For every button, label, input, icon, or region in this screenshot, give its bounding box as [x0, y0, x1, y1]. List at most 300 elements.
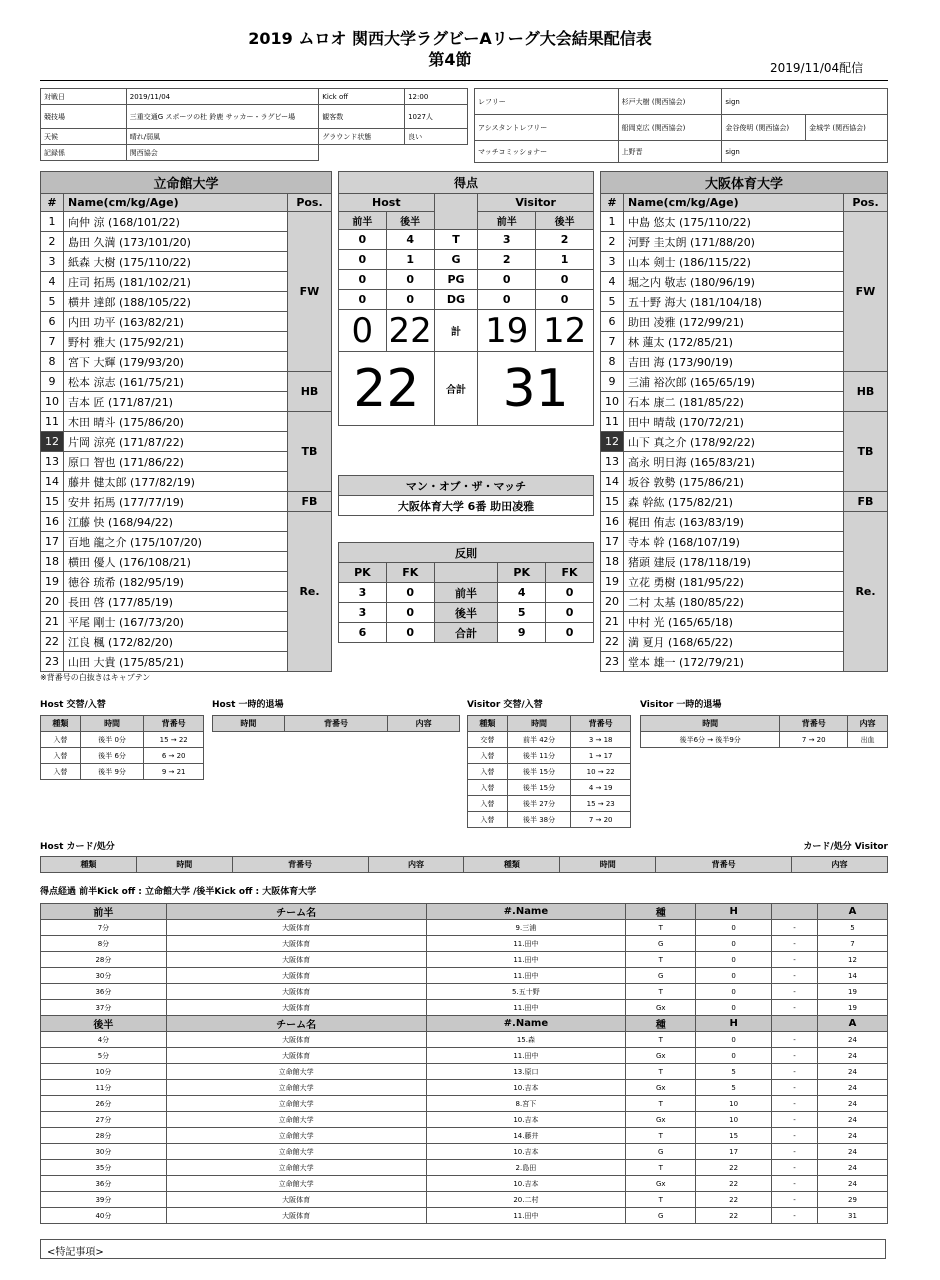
host-temp-col-time: 時間 [213, 716, 285, 732]
kickoff-label: Kick off [319, 89, 405, 105]
player-number: 16 [41, 512, 64, 532]
progress-player: 13.原口 [426, 1064, 626, 1080]
player-name: 林 蓮太 (172/85/21) [624, 332, 844, 352]
progress-time: 5分 [41, 1048, 167, 1064]
progress-row [41, 1128, 888, 1144]
referee-label: レフリー [475, 89, 619, 115]
host-sub-table [40, 715, 204, 780]
player-number: 5 [601, 292, 624, 312]
progress-time: 28分 [41, 1128, 167, 1144]
progress-player: 10.吉本 [426, 1112, 626, 1128]
host-2nd-total: 22 [386, 310, 434, 352]
visitor-2nd-score: 1 [536, 250, 594, 270]
player-name: 助田 凌雅 (172/99/21) [624, 312, 844, 332]
host-team-name: 立命館大学 [41, 172, 332, 194]
player-row [41, 512, 332, 532]
host-card-col-num: 背番号 [232, 857, 368, 873]
visitor-card-col-time: 時間 [560, 857, 656, 873]
progress-row [41, 1048, 888, 1064]
progress-kind: T [626, 1160, 696, 1176]
progress-dash: - [772, 1208, 818, 1224]
progress-dash: - [772, 1112, 818, 1128]
visitor-col-pos: Pos. [844, 194, 888, 212]
sub-numbers: 10 → 22 [571, 764, 631, 780]
progress-player: 11.田中 [426, 1048, 626, 1064]
progress-host-score: 22 [696, 1176, 772, 1192]
player-name: 中村 光 (165/65/18) [624, 612, 844, 632]
host-roster-table [40, 171, 332, 672]
score-title: 得点 [339, 172, 594, 194]
weather-value: 晴れ/弱風 [126, 129, 319, 145]
ground-label: グラウンド状態 [319, 129, 405, 145]
player-row [601, 212, 888, 232]
progress-col-team: チーム名 [166, 904, 426, 920]
progress-dash: - [772, 952, 818, 968]
player-number: 18 [601, 552, 624, 572]
player-row [41, 372, 332, 392]
progress-team: 立命館大学 [166, 1128, 426, 1144]
sub-row [468, 796, 631, 812]
player-name: 堀之内 敬志 (180/96/19) [624, 272, 844, 292]
player-number: 7 [601, 332, 624, 352]
visitor-2nd-total: 12 [536, 310, 594, 352]
player-number: 6 [41, 312, 64, 332]
sub-type: 入替 [468, 780, 508, 796]
progress-kind: T [626, 952, 696, 968]
player-number: 17 [601, 532, 624, 552]
host-1st-score: 0 [339, 270, 387, 290]
progress-kind: T [626, 1096, 696, 1112]
report-title: 2019 ムロオ 関西大学ラグビーAリーグ大会結果配信表 [248, 29, 652, 48]
player-number: 2 [41, 232, 64, 252]
sub-numbers: 4 → 19 [571, 780, 631, 796]
player-row [601, 372, 888, 392]
host-2nd-score: 4 [386, 230, 434, 250]
progress-row [41, 1000, 888, 1016]
player-number: 14 [41, 472, 64, 492]
position-re: Re. [288, 512, 332, 672]
progress-kind: T [626, 984, 696, 1000]
progress-host-score: 0 [696, 1048, 772, 1064]
progress-player: 10.吉本 [426, 1176, 626, 1192]
penalty-half-label: 前半 [434, 583, 498, 603]
venue-label: 競技場 [41, 105, 127, 129]
progress-half-label: 後半 [41, 1016, 167, 1032]
progress-kind: Gx [626, 1000, 696, 1016]
progress-player: 11.田中 [426, 1000, 626, 1016]
progress-kind: T [626, 1192, 696, 1208]
player-number: 21 [41, 612, 64, 632]
sub-time: 後半 11分 [507, 748, 571, 764]
player-number: 18 [41, 552, 64, 572]
penalty-host-pk-label: PK [339, 563, 387, 583]
score-host-2nd: 後半 [386, 212, 434, 230]
player-row [601, 492, 888, 512]
visitor-card-col-content: 内容 [792, 857, 888, 873]
motm-title: マン・オブ・ザ・マッチ [339, 476, 594, 496]
progress-host-score: 10 [696, 1096, 772, 1112]
player-number: 10 [41, 392, 64, 412]
sub-type: 入替 [468, 764, 508, 780]
player-name: 松本 涼志 (161/75/21) [64, 372, 288, 392]
host-temp-col-content: 内容 [388, 716, 460, 732]
position-re: Re. [844, 512, 888, 672]
progress-row [41, 952, 888, 968]
progress-half-label: 前半 [41, 904, 167, 920]
player-number: 9 [41, 372, 64, 392]
progress-dash: - [772, 920, 818, 936]
player-number: 19 [601, 572, 624, 592]
progress-away-score: 24 [818, 1096, 888, 1112]
sub-numbers: 15 → 22 [144, 732, 204, 748]
progress-row [41, 936, 888, 952]
player-number: 8 [601, 352, 624, 372]
progress-team: 立命館大学 [166, 1112, 426, 1128]
progress-time: 11分 [41, 1080, 167, 1096]
progress-team: 大阪体育 [166, 952, 426, 968]
visitor-sub-col-type: 種類 [468, 716, 508, 732]
host-sub-col-type: 種類 [41, 716, 81, 732]
host-1st-total: 0 [339, 310, 387, 352]
mc-label: マッチコミッショナー [475, 141, 619, 163]
penalty-half-label: 後半 [434, 603, 498, 623]
progress-team: 大阪体育 [166, 1208, 426, 1224]
visitor-sub-title: Visitor 交替/入替 [467, 700, 543, 710]
score-row [339, 250, 594, 270]
progress-away-score: 24 [818, 1032, 888, 1048]
progress-title: 得点経過 前半Kick off : 立命館大学 /後半Kick off : 大阪体育大学 [40, 887, 317, 897]
progress-dash: - [772, 1160, 818, 1176]
player-number: 5 [41, 292, 64, 312]
progress-time: 10分 [41, 1064, 167, 1080]
host-1st-score: 0 [339, 250, 387, 270]
visitor-2nd-score: 2 [536, 230, 594, 250]
position-fb: FB [844, 492, 888, 512]
score-type-label: DG [434, 290, 478, 310]
progress-dash: - [772, 1000, 818, 1016]
progress-host-score: 17 [696, 1144, 772, 1160]
progress-host-score: 5 [696, 1064, 772, 1080]
host-pk: 3 [339, 603, 387, 623]
player-name: 片岡 涼亮 (171/87/22) [64, 432, 288, 452]
progress-row [41, 1080, 888, 1096]
penalty-title: 反則 [339, 543, 594, 563]
progress-kind: T [626, 1128, 696, 1144]
venue-value: 三重交通G スポーツの杜 鈴鹿 サッカー・ラグビー場 [126, 105, 319, 129]
progress-away-score: 24 [818, 1128, 888, 1144]
score-type-label: PG [434, 270, 478, 290]
progress-row [41, 1144, 888, 1160]
player-number: 10 [601, 392, 624, 412]
progress-kind: G [626, 1144, 696, 1160]
round-title: 第4節 [428, 50, 472, 69]
visitor-temp-col-time: 時間 [641, 716, 780, 732]
player-number: 1 [41, 212, 64, 232]
progress-away-score: 24 [818, 1112, 888, 1128]
host-card-col-content: 内容 [368, 857, 464, 873]
visitor-final-score: 31 [478, 352, 594, 426]
sub-type: 入替 [468, 812, 508, 828]
recorder-label: 記録係 [41, 145, 127, 161]
progress-row [41, 984, 888, 1000]
progress-row [41, 968, 888, 984]
player-name: 坂谷 敦勢 (175/86/21) [624, 472, 844, 492]
motm-name: 大阪体育大学 6番 助田凌雅 [339, 496, 594, 516]
visitor-card-col-num: 背番号 [656, 857, 792, 873]
player-name: 三浦 裕次郎 (165/65/19) [624, 372, 844, 392]
player-name: 平尾 剛士 (167/73/20) [64, 612, 288, 632]
player-name: 立花 勇樹 (181/95/22) [624, 572, 844, 592]
position-fb: FB [288, 492, 332, 512]
progress-team: 立命館大学 [166, 1064, 426, 1080]
motm-table [338, 475, 594, 516]
player-name: 山下 真之介 (178/92/22) [624, 432, 844, 452]
player-number: 6 [601, 312, 624, 332]
player-number: 17 [41, 532, 64, 552]
player-number: 21 [601, 612, 624, 632]
player-name: 百地 龍之介 (175/107/20) [64, 532, 288, 552]
player-name: 野村 雅大 (175/92/21) [64, 332, 288, 352]
issued-date: 2019/11/04配信 [770, 61, 864, 75]
player-name: 原口 智也 (171/86/22) [64, 452, 288, 472]
sub-numbers: 15 → 23 [571, 796, 631, 812]
penalty-half-label: 合計 [434, 623, 498, 643]
player-number: 7 [41, 332, 64, 352]
player-name: 高永 明日海 (165/83/21) [624, 452, 844, 472]
player-name: 向仲 涼 (168/101/22) [64, 212, 288, 232]
visitor-team-name: 大阪体育大学 [601, 172, 888, 194]
player-name: 中島 悠太 (175/110/22) [624, 212, 844, 232]
host-card-title: Host カード/処分 [40, 842, 115, 852]
position-tb: TB [844, 412, 888, 492]
weather-label: 天候 [41, 129, 127, 145]
player-name: 堂本 雄一 (172/79/21) [624, 652, 844, 672]
ar1-value: 船岡克広 (関西協会) [618, 115, 722, 141]
progress-host-score: 15 [696, 1128, 772, 1144]
player-name: 石本 康二 (181/85/22) [624, 392, 844, 412]
host-card-col-type: 種類 [41, 857, 137, 873]
progress-host-score: 0 [696, 920, 772, 936]
host-fk: 0 [386, 583, 434, 603]
sub-numbers: 3 → 18 [571, 732, 631, 748]
progress-host-score: 10 [696, 1112, 772, 1128]
player-name: 山本 剣士 (186/115/22) [624, 252, 844, 272]
sub-numbers: 7 → 20 [571, 812, 631, 828]
player-name: 二村 太基 (180/85/22) [624, 592, 844, 612]
progress-player: 15.森 [426, 1032, 626, 1048]
player-number: 15 [601, 492, 624, 512]
player-name: 山田 大貴 (175/85/21) [64, 652, 288, 672]
penalty-row [339, 623, 594, 643]
sub-row [468, 748, 631, 764]
progress-host-score: 22 [696, 1160, 772, 1176]
player-number: 19 [41, 572, 64, 592]
progress-team: 立命館大学 [166, 1160, 426, 1176]
progress-row [41, 1176, 888, 1192]
visitor-col-name: Name(cm/kg/Age) [624, 194, 844, 212]
progress-team: 大阪体育 [166, 1032, 426, 1048]
progress-player: 9.三浦 [426, 920, 626, 936]
score-visitor-label: Visitor [478, 194, 594, 212]
sub-time: 後半 27分 [507, 796, 571, 812]
player-name: 吉本 匠 (171/87/21) [64, 392, 288, 412]
player-number: 12 [41, 432, 64, 452]
visitor-fk: 0 [546, 623, 594, 643]
progress-header-row [41, 904, 888, 920]
sub-numbers: 6 → 20 [144, 748, 204, 764]
progress-dash: - [772, 1128, 818, 1144]
position-hb: HB [288, 372, 332, 412]
progress-dash: - [772, 1144, 818, 1160]
progress-away-score: 24 [818, 1176, 888, 1192]
progress-kind: G [626, 968, 696, 984]
player-name: 猪頭 建辰 (178/118/19) [624, 552, 844, 572]
player-number: 13 [601, 452, 624, 472]
visitor-2nd-score: 0 [536, 290, 594, 310]
progress-host-score: 5 [696, 1080, 772, 1096]
penalty-visitor-pk-label: PK [498, 563, 546, 583]
sub-time: 後半 38分 [507, 812, 571, 828]
player-number: 23 [601, 652, 624, 672]
progress-row [41, 1192, 888, 1208]
sub-time: 後半 15分 [507, 764, 571, 780]
progress-kind: T [626, 920, 696, 936]
position-fw: FW [844, 212, 888, 372]
player-name: 庄司 拓馬 (181/102/21) [64, 272, 288, 292]
date-value: 2019/11/04 [126, 89, 319, 105]
referee-sign: sign [722, 89, 888, 115]
progress-row [41, 1208, 888, 1224]
visitor-2nd-score: 0 [536, 270, 594, 290]
progress-time: 39分 [41, 1192, 167, 1208]
progress-time: 8分 [41, 936, 167, 952]
progress-away-score: 31 [818, 1208, 888, 1224]
progress-away-score: 29 [818, 1192, 888, 1208]
ar3-value: 金城学 (関西協会) [806, 115, 888, 141]
player-name: 江藤 快 (168/94/22) [64, 512, 288, 532]
progress-table [40, 903, 888, 1224]
sub-time: 後半 9分 [80, 764, 144, 780]
progress-player: 11.田中 [426, 952, 626, 968]
position-tb: TB [288, 412, 332, 492]
player-name: 徳谷 琉希 (182/95/19) [64, 572, 288, 592]
progress-away-score: 19 [818, 1000, 888, 1016]
visitor-fk: 0 [546, 583, 594, 603]
progress-col-blank [772, 904, 818, 920]
progress-time: 7分 [41, 920, 167, 936]
temp-time: 後半6分 → 後半9分 [641, 732, 780, 748]
host-1st-score: 0 [339, 290, 387, 310]
progress-time: 37分 [41, 1000, 167, 1016]
progress-row [41, 1096, 888, 1112]
header-divider [40, 80, 888, 81]
ground-value: 良い [405, 129, 468, 145]
player-name: 五十野 海大 (181/104/18) [624, 292, 844, 312]
progress-away-score: 24 [818, 1144, 888, 1160]
host-pk: 6 [339, 623, 387, 643]
score-row [339, 230, 594, 250]
player-name: 木田 晴斗 (175/86/20) [64, 412, 288, 432]
score-visitor-1st: 前半 [478, 212, 536, 230]
progress-player: 8.宮下 [426, 1096, 626, 1112]
player-name: 島田 久満 (173/101/20) [64, 232, 288, 252]
sub-numbers: 1 → 17 [571, 748, 631, 764]
progress-dash: - [772, 1176, 818, 1192]
visitor-pk: 9 [498, 623, 546, 643]
player-row [601, 412, 888, 432]
progress-time: 28分 [41, 952, 167, 968]
host-sub-col-time: 時間 [80, 716, 144, 732]
mc-value: 上野晋 [618, 141, 722, 163]
sub-time: 後半 6分 [80, 748, 144, 764]
visitor-temp-table [640, 715, 888, 748]
player-number: 3 [601, 252, 624, 272]
score-host-1st: 前半 [339, 212, 387, 230]
visitor-pk: 4 [498, 583, 546, 603]
player-name: 梶田 侑志 (163/83/19) [624, 512, 844, 532]
progress-col-blank [772, 1016, 818, 1032]
player-name: 藤井 健太郎 (177/82/19) [64, 472, 288, 492]
player-number: 12 [601, 432, 624, 452]
captain-note: ※背番号の白抜きはキャプテン [40, 673, 151, 682]
score-type-label: G [434, 250, 478, 270]
spectators-value: 1027人 [405, 105, 468, 129]
spectators-label: 観客数 [319, 105, 405, 129]
sub-type: 入替 [41, 732, 81, 748]
host-1st-score: 0 [339, 230, 387, 250]
visitor-col-num: # [601, 194, 624, 212]
progress-dash: - [772, 1192, 818, 1208]
progress-time: 30分 [41, 968, 167, 984]
temp-content: 出血 [848, 732, 888, 748]
player-name: 長田 啓 (177/85/19) [64, 592, 288, 612]
progress-team: 立命館大学 [166, 1176, 426, 1192]
player-name: 満 夏月 (168/65/22) [624, 632, 844, 652]
player-name: 森 幹紘 (175/82/21) [624, 492, 844, 512]
player-name: 紙森 大樹 (175/110/22) [64, 252, 288, 272]
visitor-fk: 0 [546, 603, 594, 623]
notes-label: <特記事項> [47, 1247, 104, 1258]
progress-team: 大阪体育 [166, 1192, 426, 1208]
penalty-row [339, 603, 594, 623]
total-label: 合計 [434, 352, 478, 426]
sub-type: 入替 [468, 748, 508, 764]
player-number: 14 [601, 472, 624, 492]
progress-dash: - [772, 968, 818, 984]
player-name: 内田 功平 (163/82/21) [64, 312, 288, 332]
progress-team: 立命館大学 [166, 1080, 426, 1096]
visitor-1st-score: 0 [478, 270, 536, 290]
progress-host-score: 0 [696, 984, 772, 1000]
progress-time: 36分 [41, 1176, 167, 1192]
visitor-card-title: カード/処分 Visitor [803, 842, 888, 852]
player-number: 23 [41, 652, 64, 672]
visitor-temp-title: Visitor 一時的退場 [640, 700, 722, 710]
progress-time: 30分 [41, 1144, 167, 1160]
progress-away-score: 24 [818, 1080, 888, 1096]
progress-dash: - [772, 936, 818, 952]
position-fw: FW [288, 212, 332, 372]
progress-player: 10.吉本 [426, 1144, 626, 1160]
progress-col-h: H [696, 904, 772, 920]
progress-time: 35分 [41, 1160, 167, 1176]
progress-player: 5.五十野 [426, 984, 626, 1000]
mc-sign: sign [722, 141, 888, 163]
progress-kind: Gx [626, 1176, 696, 1192]
progress-dash: - [772, 1080, 818, 1096]
player-number: 22 [41, 632, 64, 652]
sub-row [41, 748, 204, 764]
